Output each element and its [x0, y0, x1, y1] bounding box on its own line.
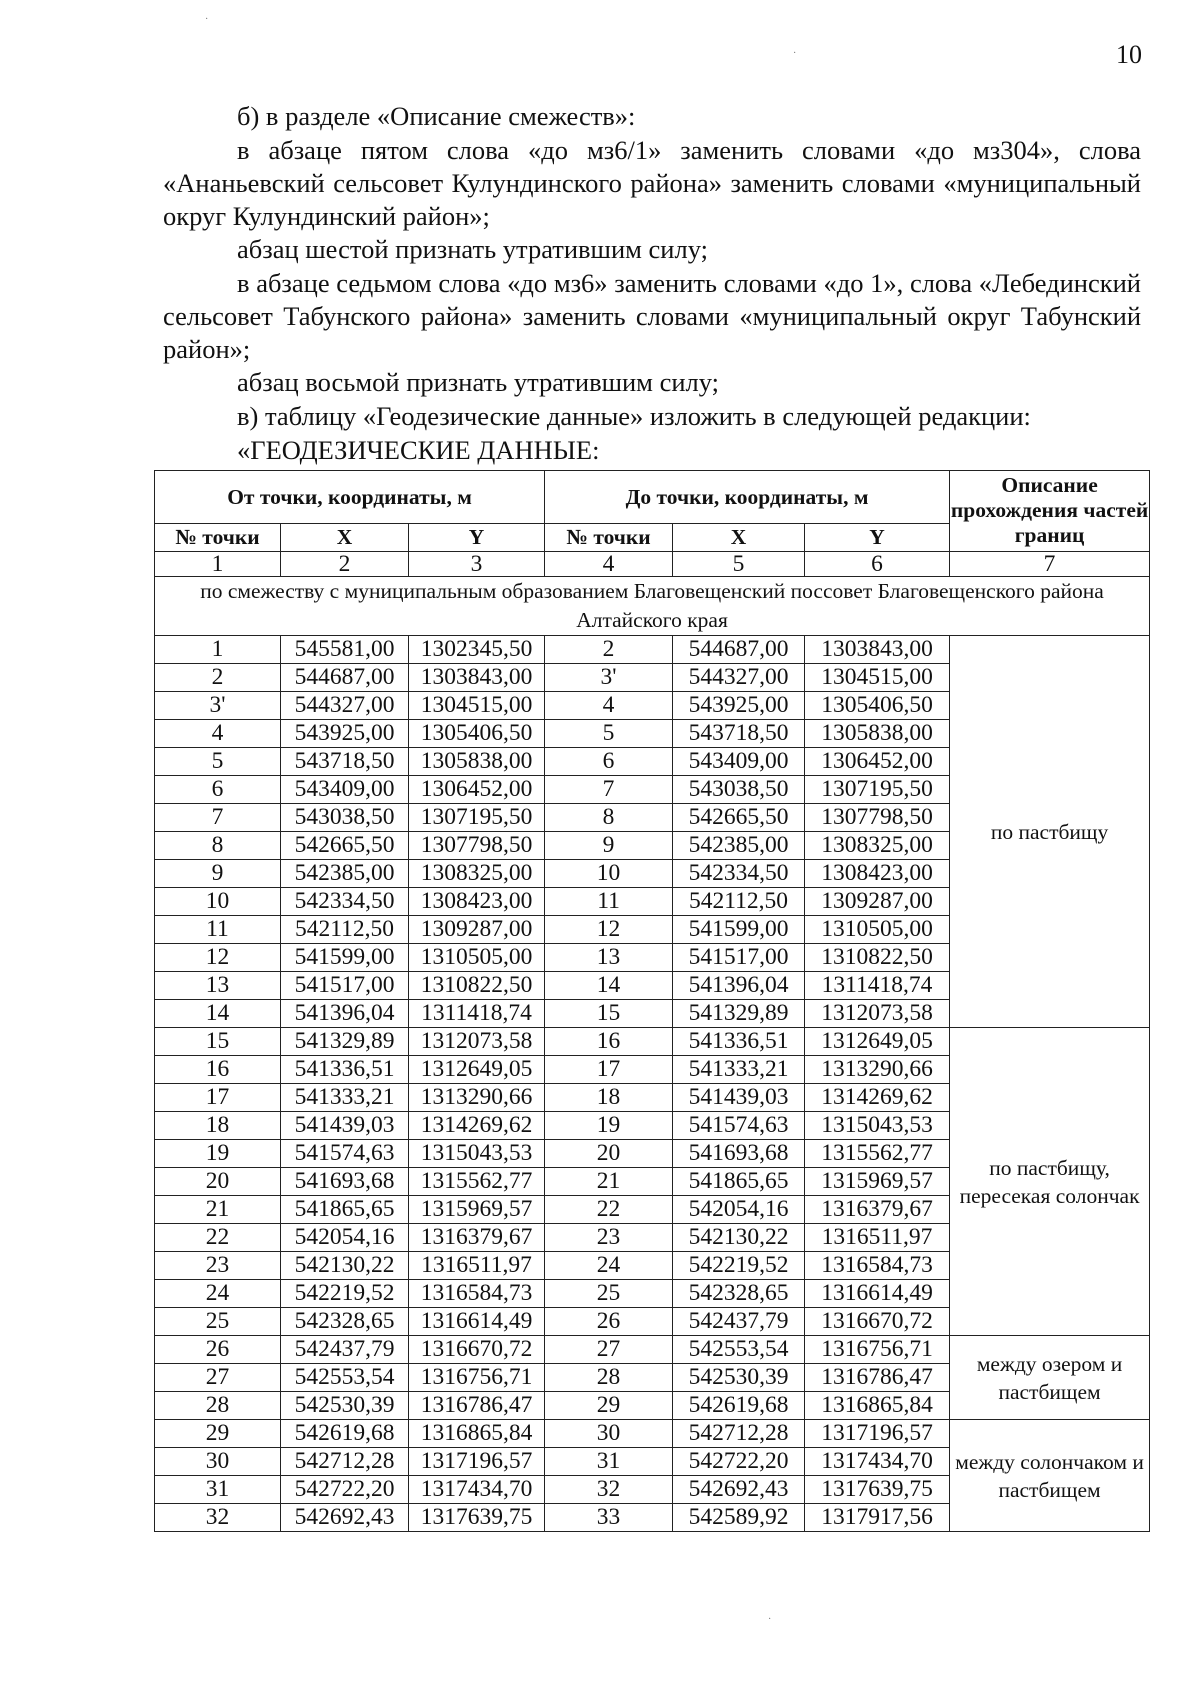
to-x-cell: 541396,04 [673, 972, 805, 1000]
header-from-y: Y [409, 524, 545, 552]
from-y-cell: 1316379,67 [409, 1224, 545, 1252]
to-x-cell: 541693,68 [673, 1140, 805, 1168]
to-y-cell: 1303843,00 [805, 636, 950, 664]
column-index: 4 [545, 552, 673, 577]
to-x-cell: 541599,00 [673, 916, 805, 944]
from-y-cell: 1310505,00 [409, 944, 545, 972]
from-x-cell: 542437,79 [281, 1336, 409, 1364]
to-point-no-cell: 10 [545, 860, 673, 888]
header-from-point: От точки, координаты, м [155, 471, 545, 524]
to-y-cell: 1308325,00 [805, 832, 950, 860]
from-x-cell: 542112,50 [281, 916, 409, 944]
to-point-no-cell: 17 [545, 1056, 673, 1084]
from-y-cell: 1303843,00 [409, 664, 545, 692]
to-y-cell: 1315043,53 [805, 1112, 950, 1140]
to-y-cell: 1313290,66 [805, 1056, 950, 1084]
from-point-no-cell: 24 [155, 1280, 281, 1308]
from-x-cell: 542334,50 [281, 888, 409, 916]
from-point-no-cell: 19 [155, 1140, 281, 1168]
from-y-cell: 1317639,75 [409, 1504, 545, 1532]
to-x-cell: 542385,00 [673, 832, 805, 860]
to-point-no-cell: 16 [545, 1028, 673, 1056]
to-x-cell: 541439,03 [673, 1084, 805, 1112]
to-x-cell: 542219,52 [673, 1252, 805, 1280]
to-y-cell: 1315969,57 [805, 1168, 950, 1196]
to-y-cell: 1307798,50 [805, 804, 950, 832]
to-y-cell: 1316865,84 [805, 1392, 950, 1420]
to-x-cell: 543718,50 [673, 720, 805, 748]
to-x-cell: 541329,89 [673, 1000, 805, 1028]
from-x-cell: 543409,00 [281, 776, 409, 804]
from-y-cell: 1313290,66 [409, 1084, 545, 1112]
scan-speck: · [793, 48, 797, 59]
to-point-no-cell: 29 [545, 1392, 673, 1420]
boundary-description-cell: по пастбищу, пересекая солончак [950, 1028, 1150, 1336]
table-title: «ГЕОДЕЗИЧЕСКИЕ ДАННЫЕ: [237, 435, 600, 465]
to-x-cell: 542619,68 [673, 1392, 805, 1420]
to-y-cell: 1317639,75 [805, 1476, 950, 1504]
from-x-cell: 543718,50 [281, 748, 409, 776]
from-point-no-cell: 26 [155, 1336, 281, 1364]
to-point-no-cell: 18 [545, 1084, 673, 1112]
from-point-no-cell: 22 [155, 1224, 281, 1252]
from-point-no-cell: 23 [155, 1252, 281, 1280]
column-index: 6 [805, 552, 950, 577]
to-x-cell: 542712,28 [673, 1420, 805, 1448]
header-to-y: Y [805, 524, 950, 552]
geodetic-data-table [154, 470, 1150, 1532]
to-x-cell: 542112,50 [673, 888, 805, 916]
to-x-cell: 542054,16 [673, 1196, 805, 1224]
to-y-cell: 1304515,00 [805, 664, 950, 692]
from-x-cell: 542722,20 [281, 1476, 409, 1504]
from-point-no-cell: 7 [155, 804, 281, 832]
from-x-cell: 542665,50 [281, 832, 409, 860]
to-y-cell: 1316511,97 [805, 1224, 950, 1252]
to-y-cell: 1316379,67 [805, 1196, 950, 1224]
to-y-cell: 1316756,71 [805, 1336, 950, 1364]
from-x-cell: 542130,22 [281, 1252, 409, 1280]
from-y-cell: 1316786,47 [409, 1392, 545, 1420]
header-to-point: До точки, координаты, м [545, 471, 950, 524]
from-y-cell: 1304515,00 [409, 692, 545, 720]
scan-speck: · [205, 14, 209, 25]
to-point-no-cell: 30 [545, 1420, 673, 1448]
from-x-cell: 542219,52 [281, 1280, 409, 1308]
to-y-cell: 1305406,50 [805, 692, 950, 720]
to-x-cell: 541574,63 [673, 1112, 805, 1140]
from-x-cell: 541336,51 [281, 1056, 409, 1084]
page-number: 10 [1116, 40, 1142, 69]
to-point-no-cell: 31 [545, 1448, 673, 1476]
to-y-cell: 1317434,70 [805, 1448, 950, 1476]
to-point-no-cell: 2 [545, 636, 673, 664]
from-point-no-cell: 32 [155, 1504, 281, 1532]
from-x-cell: 542328,65 [281, 1308, 409, 1336]
from-point-no-cell: 27 [155, 1364, 281, 1392]
from-x-cell: 542553,54 [281, 1364, 409, 1392]
from-point-no-cell: 13 [155, 972, 281, 1000]
to-point-no-cell: 7 [545, 776, 673, 804]
from-point-no-cell: 30 [155, 1448, 281, 1476]
to-y-cell: 1317917,56 [805, 1504, 950, 1532]
to-point-no-cell: 22 [545, 1196, 673, 1224]
to-x-cell: 541517,00 [673, 944, 805, 972]
from-x-cell: 543038,50 [281, 804, 409, 832]
header-description: Описание прохождения частей границ [950, 471, 1150, 552]
from-point-no-cell: 3' [155, 692, 281, 720]
to-y-cell: 1306452,00 [805, 748, 950, 776]
boundary-description-cell: между озером и пастбищем [950, 1336, 1150, 1420]
from-y-cell: 1316756,71 [409, 1364, 545, 1392]
paragraph-sixth-abzac: абзац шестой признать утратившим силу; [237, 234, 708, 264]
paragraph-eighth-abzac: абзац восьмой признать утратившим силу; [237, 367, 719, 397]
to-x-cell: 543925,00 [673, 692, 805, 720]
from-y-cell: 1317434,70 [409, 1476, 545, 1504]
to-point-no-cell: 26 [545, 1308, 673, 1336]
from-y-cell: 1316670,72 [409, 1336, 545, 1364]
from-point-no-cell: 10 [155, 888, 281, 916]
to-x-cell: 544327,00 [673, 664, 805, 692]
to-point-no-cell: 5 [545, 720, 673, 748]
to-x-cell: 542589,92 [673, 1504, 805, 1532]
from-y-cell: 1308423,00 [409, 888, 545, 916]
to-x-cell: 542665,50 [673, 804, 805, 832]
to-y-cell: 1317196,57 [805, 1420, 950, 1448]
to-point-no-cell: 9 [545, 832, 673, 860]
to-y-cell: 1308423,00 [805, 860, 950, 888]
from-x-cell: 542692,43 [281, 1504, 409, 1532]
to-x-cell: 541865,65 [673, 1168, 805, 1196]
from-x-cell: 541333,21 [281, 1084, 409, 1112]
from-point-no-cell: 15 [155, 1028, 281, 1056]
to-y-cell: 1307195,50 [805, 776, 950, 804]
from-y-cell: 1315969,57 [409, 1196, 545, 1224]
from-x-cell: 543925,00 [281, 720, 409, 748]
to-y-cell: 1305838,00 [805, 720, 950, 748]
from-y-cell: 1316614,49 [409, 1308, 545, 1336]
to-point-no-cell: 11 [545, 888, 673, 916]
header-to-x: X [673, 524, 805, 552]
from-point-no-cell: 1 [155, 636, 281, 664]
from-y-cell: 1305406,50 [409, 720, 545, 748]
from-point-no-cell: 8 [155, 832, 281, 860]
from-x-cell: 544687,00 [281, 664, 409, 692]
from-y-cell: 1310822,50 [409, 972, 545, 1000]
from-point-no-cell: 29 [155, 1420, 281, 1448]
to-x-cell: 541336,51 [673, 1028, 805, 1056]
table-header-row-1 [155, 471, 1150, 524]
from-point-no-cell: 21 [155, 1196, 281, 1224]
from-x-cell: 542530,39 [281, 1392, 409, 1420]
to-x-cell: 542553,54 [673, 1336, 805, 1364]
paragraph-fifth-abzac: в абзаце пятом слова «до мз6/1» заменить словами «до мз304», слова «Ананьевский сельсовет Кулундинского района» заменить словами «муниципальный округ Кулундинский район»; [163, 135, 1141, 231]
header-from-point-no: № точки [155, 524, 281, 552]
to-point-no-cell: 8 [545, 804, 673, 832]
to-point-no-cell: 28 [545, 1364, 673, 1392]
paragraph-section-b: б) в разделе «Описание смежеств»: [237, 101, 636, 131]
to-point-no-cell: 12 [545, 916, 673, 944]
to-y-cell: 1316786,47 [805, 1364, 950, 1392]
to-y-cell: 1310822,50 [805, 944, 950, 972]
to-x-cell: 542130,22 [673, 1224, 805, 1252]
from-y-cell: 1314269,62 [409, 1112, 545, 1140]
from-point-no-cell: 9 [155, 860, 281, 888]
from-x-cell: 542054,16 [281, 1224, 409, 1252]
to-point-no-cell: 27 [545, 1336, 673, 1364]
column-index: 2 [281, 552, 409, 577]
to-x-cell: 542692,43 [673, 1476, 805, 1504]
from-point-no-cell: 11 [155, 916, 281, 944]
to-point-no-cell: 25 [545, 1280, 673, 1308]
from-y-cell: 1307798,50 [409, 832, 545, 860]
to-x-cell: 541333,21 [673, 1056, 805, 1084]
from-y-cell: 1315043,53 [409, 1140, 545, 1168]
from-y-cell: 1312073,58 [409, 1028, 545, 1056]
header-from-x: X [281, 524, 409, 552]
from-y-cell: 1316584,73 [409, 1280, 545, 1308]
from-y-cell: 1309287,00 [409, 916, 545, 944]
from-point-no-cell: 5 [155, 748, 281, 776]
from-x-cell: 545581,00 [281, 636, 409, 664]
from-point-no-cell: 6 [155, 776, 281, 804]
to-point-no-cell: 23 [545, 1224, 673, 1252]
from-point-no-cell: 25 [155, 1308, 281, 1336]
from-x-cell: 541574,63 [281, 1140, 409, 1168]
boundary-description-cell: между солончаком и пастбищем [950, 1420, 1150, 1532]
to-point-no-cell: 15 [545, 1000, 673, 1028]
from-point-no-cell: 14 [155, 1000, 281, 1028]
to-y-cell: 1316670,72 [805, 1308, 950, 1336]
from-y-cell: 1302345,50 [409, 636, 545, 664]
to-y-cell: 1315562,77 [805, 1140, 950, 1168]
from-x-cell: 541865,65 [281, 1196, 409, 1224]
from-y-cell: 1317196,57 [409, 1448, 545, 1476]
to-y-cell: 1316584,73 [805, 1252, 950, 1280]
from-point-no-cell: 16 [155, 1056, 281, 1084]
from-point-no-cell: 18 [155, 1112, 281, 1140]
to-point-no-cell: 6 [545, 748, 673, 776]
column-index: 3 [409, 552, 545, 577]
to-x-cell: 542437,79 [673, 1308, 805, 1336]
paragraph-table-intro: в) таблицу «Геодезические данные» изложить в следующей редакции: [237, 401, 1031, 431]
from-x-cell: 544327,00 [281, 692, 409, 720]
to-y-cell: 1310505,00 [805, 916, 950, 944]
to-x-cell: 542722,20 [673, 1448, 805, 1476]
column-index: 1 [155, 552, 281, 577]
to-point-no-cell: 3' [545, 664, 673, 692]
to-y-cell: 1316614,49 [805, 1280, 950, 1308]
column-index-row [155, 552, 1150, 577]
to-point-no-cell: 14 [545, 972, 673, 1000]
from-y-cell: 1307195,50 [409, 804, 545, 832]
from-point-no-cell: 2 [155, 664, 281, 692]
from-x-cell: 541396,04 [281, 1000, 409, 1028]
column-index: 5 [673, 552, 805, 577]
boundary-description-cell: по пастбищу [950, 636, 1150, 1028]
table-row [155, 1420, 1150, 1448]
to-point-no-cell: 33 [545, 1504, 673, 1532]
from-x-cell: 542712,28 [281, 1448, 409, 1476]
table-row [155, 1028, 1150, 1056]
from-x-cell: 542619,68 [281, 1420, 409, 1448]
to-point-no-cell: 21 [545, 1168, 673, 1196]
to-point-no-cell: 20 [545, 1140, 673, 1168]
from-x-cell: 541517,00 [281, 972, 409, 1000]
from-x-cell: 541599,00 [281, 944, 409, 972]
from-y-cell: 1306452,00 [409, 776, 545, 804]
header-to-point-no: № точки [545, 524, 673, 552]
from-y-cell: 1308325,00 [409, 860, 545, 888]
section-title: по смежеству с муниципальным образованием Благовещенский поссовет Благовещенского района Алтайского края [155, 577, 1150, 636]
to-point-no-cell: 32 [545, 1476, 673, 1504]
from-y-cell: 1305838,00 [409, 748, 545, 776]
from-point-no-cell: 31 [155, 1476, 281, 1504]
from-point-no-cell: 28 [155, 1392, 281, 1420]
to-x-cell: 543038,50 [673, 776, 805, 804]
to-y-cell: 1312649,05 [805, 1028, 950, 1056]
to-y-cell: 1309287,00 [805, 888, 950, 916]
from-point-no-cell: 20 [155, 1168, 281, 1196]
to-y-cell: 1311418,74 [805, 972, 950, 1000]
section-title-row [155, 577, 1150, 636]
from-y-cell: 1315562,77 [409, 1168, 545, 1196]
to-x-cell: 543409,00 [673, 748, 805, 776]
paragraph-seventh-abzac: в абзаце седьмом слова «до мз6» заменить словами «до 1», слова «Лебединский сельсовет Табунского района» заменить словами «муниципальный округ Табунский район»; [163, 268, 1141, 364]
from-y-cell: 1311418,74 [409, 1000, 545, 1028]
to-point-no-cell: 13 [545, 944, 673, 972]
table-row [155, 636, 1150, 664]
from-point-no-cell: 4 [155, 720, 281, 748]
to-y-cell: 1314269,62 [805, 1084, 950, 1112]
from-x-cell: 541329,89 [281, 1028, 409, 1056]
from-point-no-cell: 17 [155, 1084, 281, 1112]
to-x-cell: 544687,00 [673, 636, 805, 664]
from-point-no-cell: 12 [155, 944, 281, 972]
column-index: 7 [950, 552, 1150, 577]
to-x-cell: 542530,39 [673, 1364, 805, 1392]
from-y-cell: 1312649,05 [409, 1056, 545, 1084]
to-x-cell: 542334,50 [673, 860, 805, 888]
to-x-cell: 542328,65 [673, 1280, 805, 1308]
scan-speck: · [768, 1614, 772, 1625]
to-point-no-cell: 19 [545, 1112, 673, 1140]
to-point-no-cell: 4 [545, 692, 673, 720]
from-x-cell: 541693,68 [281, 1168, 409, 1196]
from-x-cell: 541439,03 [281, 1112, 409, 1140]
geodetic-data-table-wrapper [154, 470, 1149, 1532]
from-y-cell: 1316511,97 [409, 1252, 545, 1280]
from-y-cell: 1316865,84 [409, 1420, 545, 1448]
table-row [155, 1336, 1150, 1364]
from-x-cell: 542385,00 [281, 860, 409, 888]
to-y-cell: 1312073,58 [805, 1000, 950, 1028]
to-point-no-cell: 24 [545, 1252, 673, 1280]
